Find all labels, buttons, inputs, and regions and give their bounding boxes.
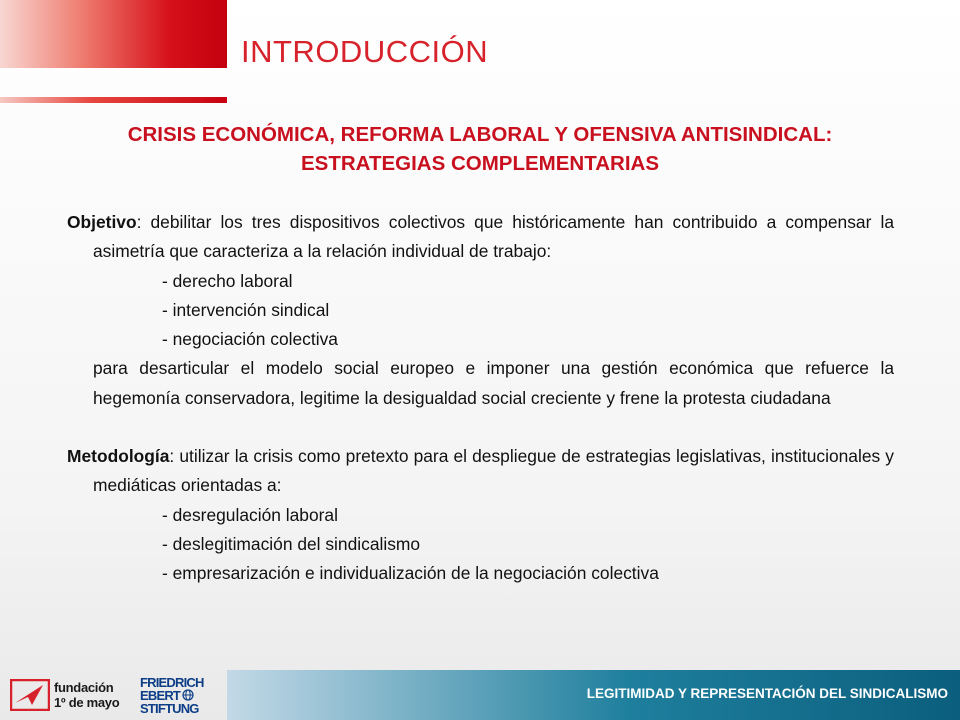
fes-globe-icon <box>182 689 194 701</box>
fes-line1: FRIEDRICH <box>140 675 204 690</box>
list-item: - negociación colectiva <box>162 329 338 350</box>
corner-decoration <box>0 0 227 68</box>
methodology-list <box>67 501 894 589</box>
fundacion-logo-text <box>54 680 119 710</box>
list-item: - derecho laboral <box>162 270 293 291</box>
objective-paragraph <box>67 208 894 267</box>
objective-label: Objetivo <box>67 212 137 232</box>
footer <box>0 670 960 720</box>
footer-bar <box>227 670 960 720</box>
objective-closing: para desarticular el modelo social europeo e imponer una gestión económica que refuerce la hegemonía conservadora, legitime la desigualdad social creciente y frene la protesta ciudadana <box>93 358 894 408</box>
fundacion-logo <box>10 676 122 714</box>
methodology-paragraph <box>67 442 894 501</box>
list-item: - deslegitimación del sindicalismo <box>162 533 421 554</box>
spacer <box>67 413 894 442</box>
fes-logo-text <box>140 676 220 715</box>
list-item: - intervención sindical <box>162 299 330 320</box>
title-underline <box>0 97 227 103</box>
methodology-label: Metodología <box>67 446 170 467</box>
fundacion-logo-icon <box>10 679 50 711</box>
footer-caption: LEGITIMIDAD Y REPRESENTACIÓN DEL SINDICALISMO <box>586 686 948 701</box>
list-item: - desregulación laboral <box>162 504 338 525</box>
slide-content <box>67 208 894 589</box>
slide-title: INTRODUCCIÓN <box>241 34 489 69</box>
fundacion-line1: fundación <box>54 680 114 695</box>
objective-text: : debilitar los tres dispositivos colectivos que históricamente han contribuido a compensar la asimetría que caracteriza a la relación individual de trabajo: <box>93 212 894 262</box>
fundacion-line2: 1º de mayo <box>54 695 120 710</box>
fes-line3: STIFTUNG <box>140 701 199 716</box>
slide-subtitle: CRISIS ECONÓMICA, REFORMA LABORAL Y OFENSIVA ANTISINDICAL: ESTRATEGIAS COMPLEMENTARIAS <box>127 123 833 175</box>
fes-line2-text: EBERT <box>140 688 181 703</box>
list-item: - empresarización e individualización de la negociación colectiva <box>162 563 659 584</box>
fes-logo <box>140 676 220 716</box>
methodology-text: : utilizar la crisis como pretexto para el despliegue de estrategias legislativas, institucionales y mediáticas orientadas a: <box>93 446 894 496</box>
objective-list <box>67 267 894 355</box>
